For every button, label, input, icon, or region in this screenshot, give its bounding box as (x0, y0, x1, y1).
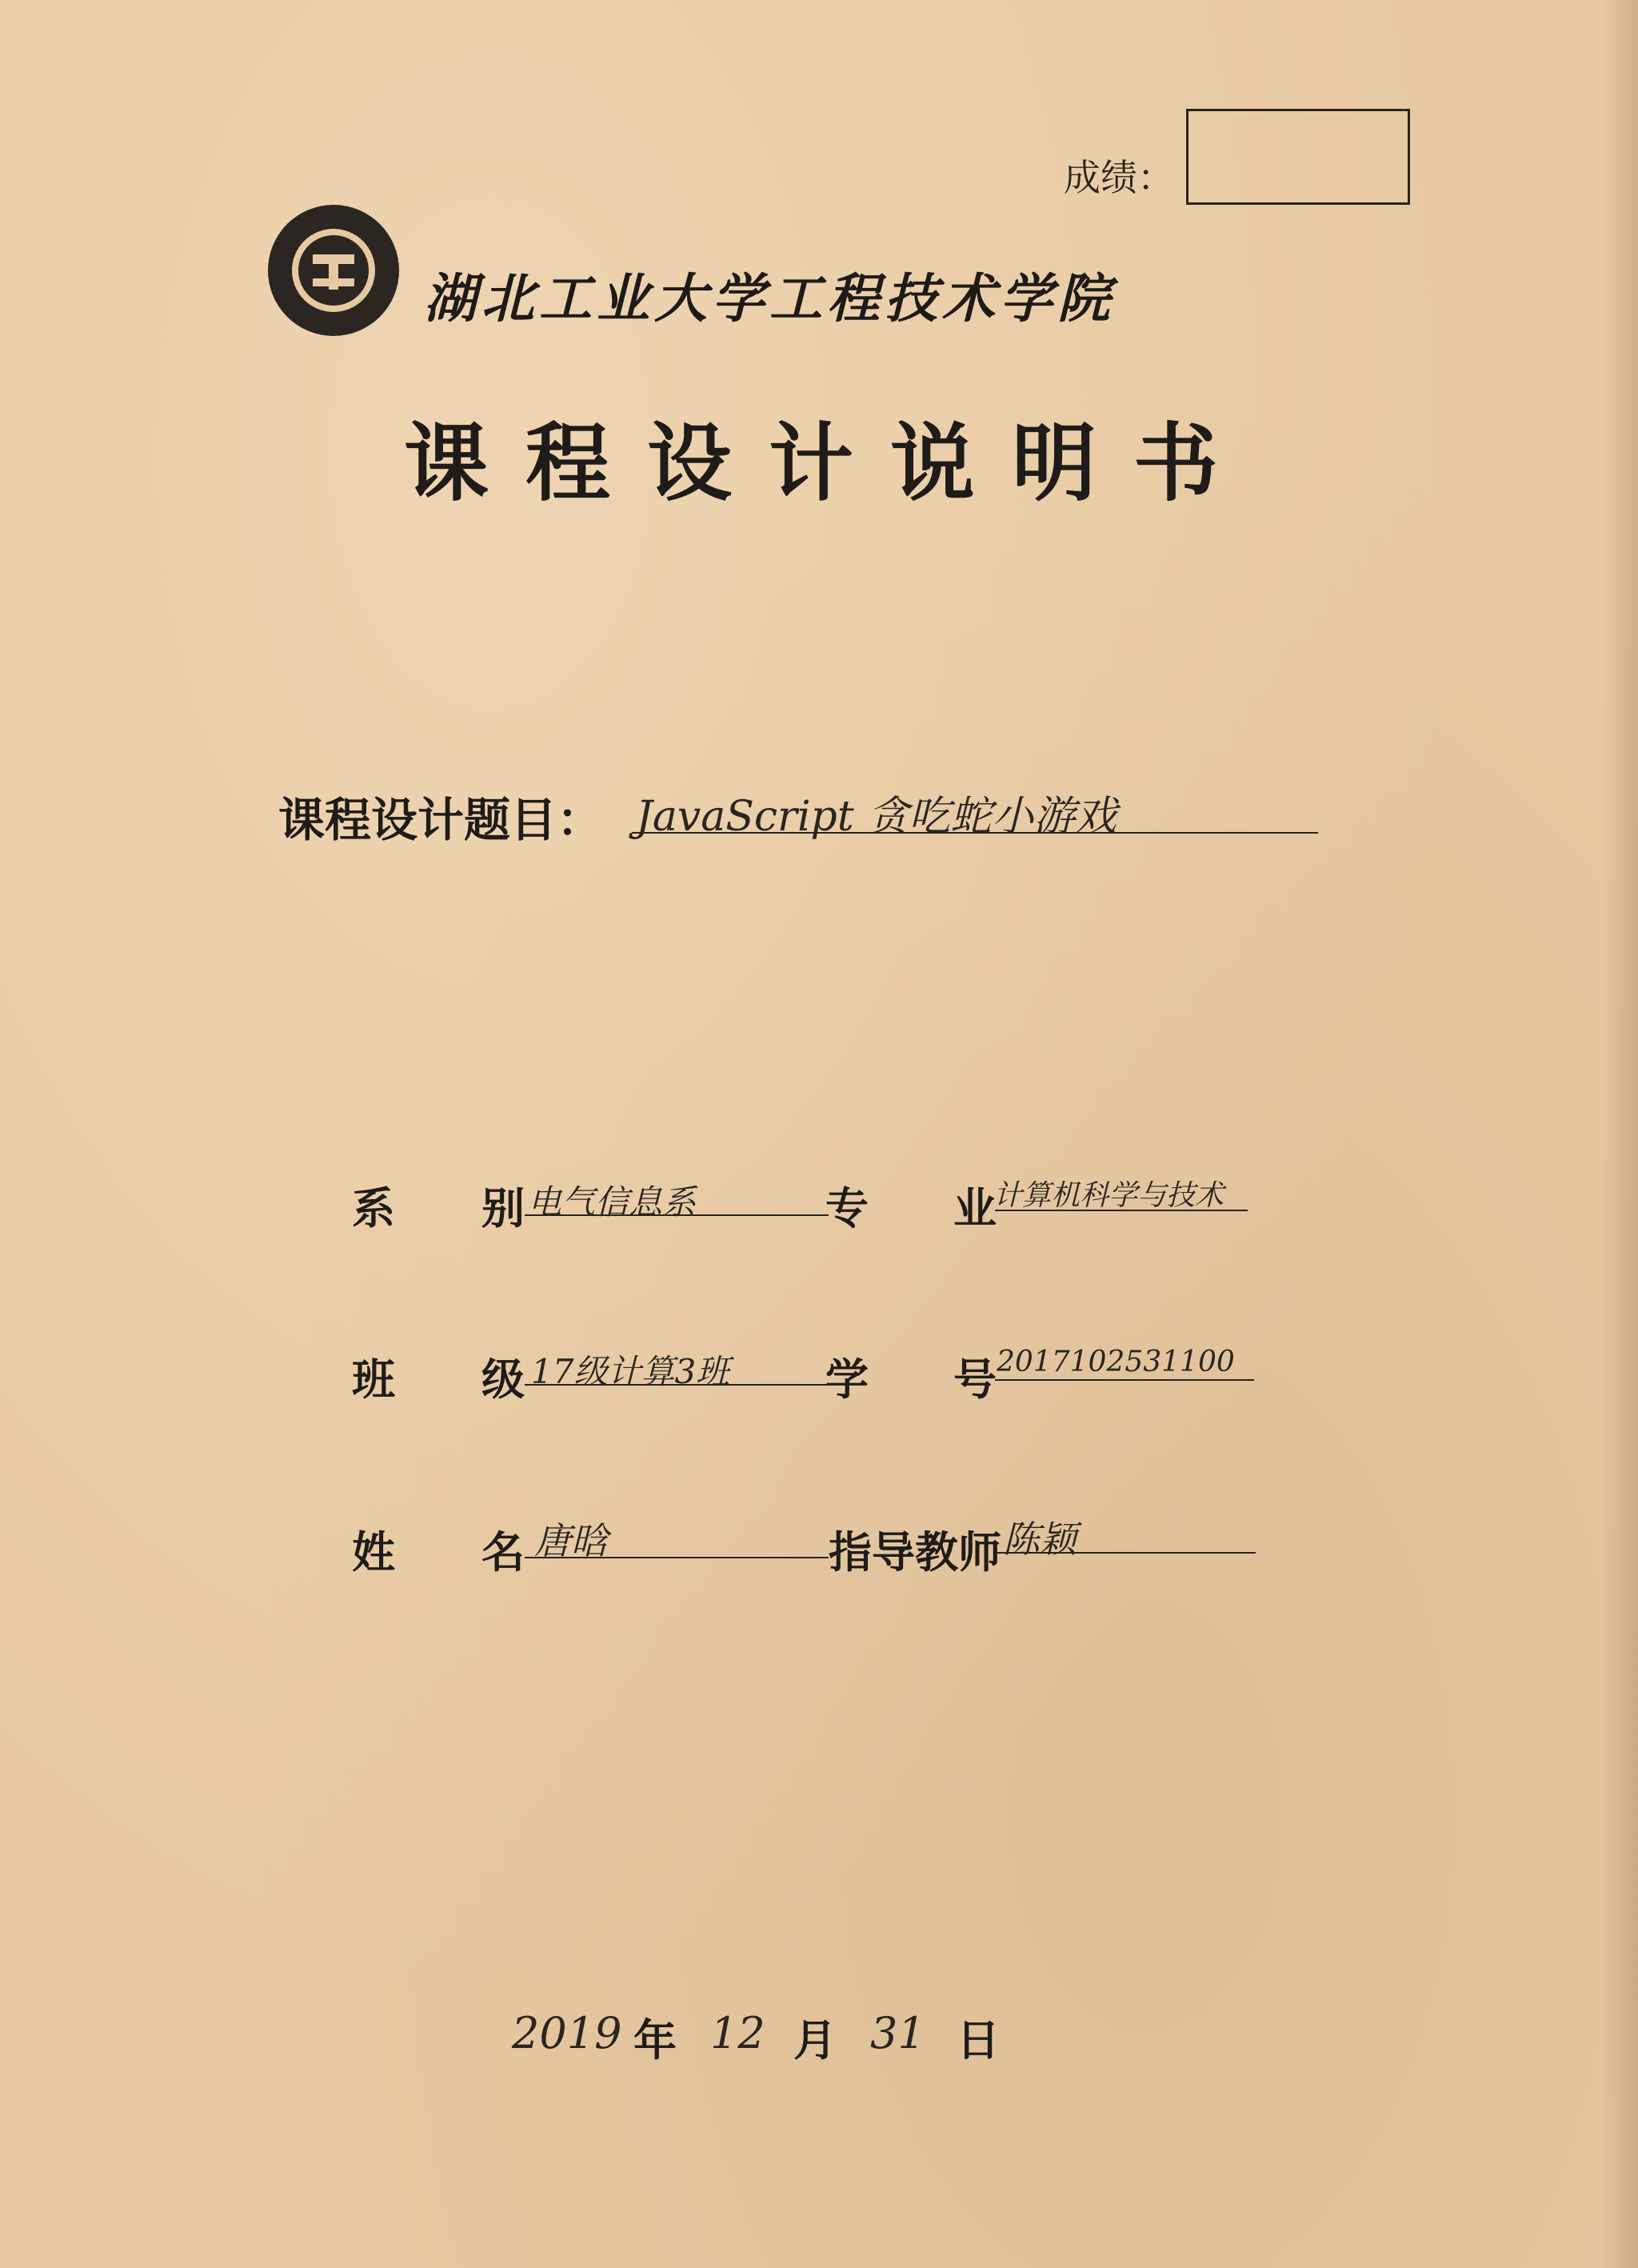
name-label-b: 名 (481, 1527, 525, 1578)
department-label-b: 别 (481, 1183, 525, 1234)
date-month-unit: 月 (793, 2015, 837, 2066)
paper-edge-shadow (1603, 0, 1638, 2268)
university-logo-icon (266, 203, 401, 338)
date-day-unit: 日 (957, 2015, 1000, 2066)
topic-label: 课程设计题目： (278, 793, 604, 847)
department-label-a: 系 (352, 1183, 395, 1234)
score-box (1186, 109, 1410, 205)
student-id-underline (995, 1379, 1254, 1381)
student-id-value: 2017102531100 (997, 1346, 1235, 1378)
advisor-value: 陈颖 (1003, 1518, 1077, 1561)
department-value: 电气信息系 (528, 1182, 697, 1222)
major-label-b: 业 (953, 1183, 997, 1234)
date-year-unit: 年 (633, 2015, 677, 2066)
class-value: 17级计算3班 (531, 1352, 730, 1391)
advisor-label: 指导教师 (829, 1527, 1001, 1578)
date-day: 31 (870, 2008, 925, 2058)
name-value: 唐晗 (534, 1519, 608, 1562)
document-title: 课程设计说明书 (404, 413, 1255, 513)
date-month: 12 (710, 2008, 765, 2058)
school-name: 湖北工业大学工程技术学院 (424, 267, 1115, 330)
score-label: 成绩： (1064, 156, 1174, 199)
class-label-a: 班 (352, 1354, 395, 1405)
date-year: 2019 (512, 2008, 622, 2058)
major-label-a: 专 (825, 1183, 869, 1234)
student-id-label-b: 号 (953, 1354, 997, 1405)
name-label-a: 姓 (352, 1527, 395, 1578)
major-value: 计算机科学与技术 (993, 1179, 1225, 1212)
topic-value: JavaScript 贪吃蛇小游戏 (636, 793, 1117, 841)
class-label-b: 级 (481, 1354, 525, 1405)
student-id-label-a: 学 (825, 1354, 869, 1405)
